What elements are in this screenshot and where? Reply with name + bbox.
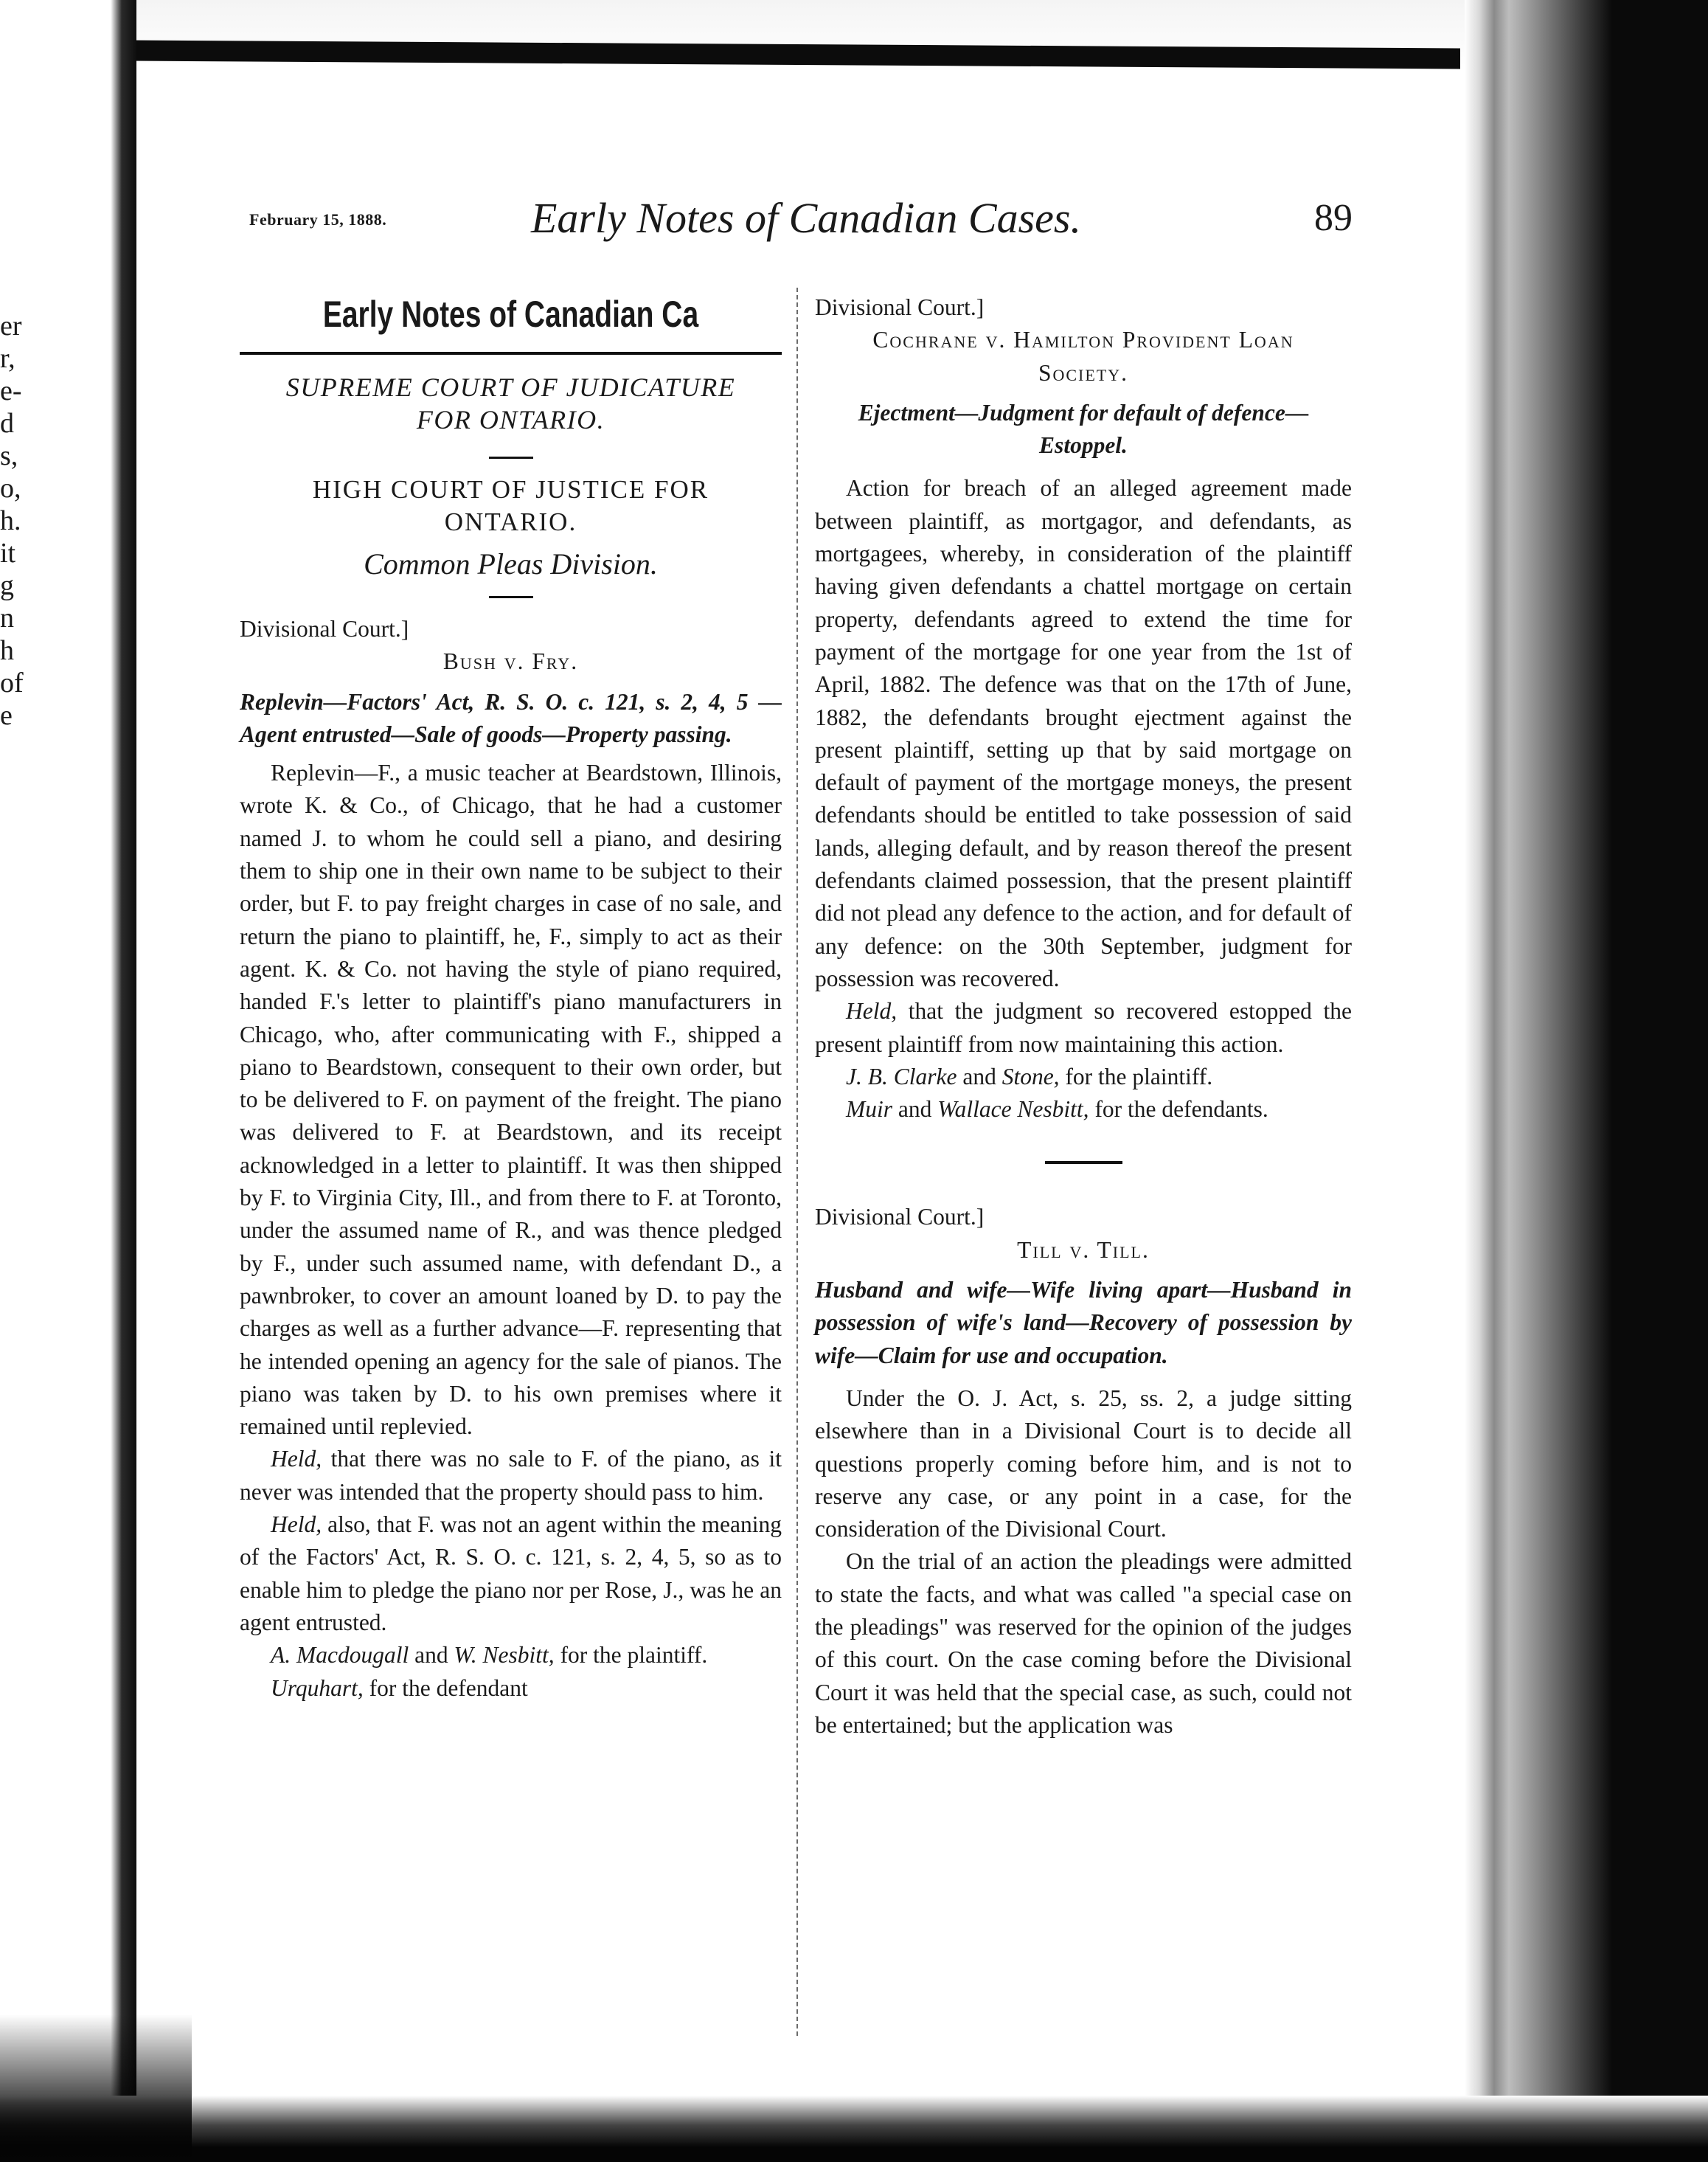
division-heading: Common Pleas Division. [364, 547, 658, 581]
case-court-label: Divisional Court.] [240, 616, 409, 642]
fragment: h. [0, 505, 21, 536]
section-title: Early Notes of Canadian Ca [322, 294, 699, 335]
counsel-name: W. Nesbitt, [454, 1642, 555, 1669]
holding-text: that there was no sale to F. of the piano, as it never was intended that the property should pass to him. [240, 1446, 782, 1505]
case-name-continued: Society. [1038, 359, 1129, 386]
counsel-role: for the plaintiff. [554, 1642, 708, 1669]
page-number: 89 [1314, 197, 1353, 239]
right-column [815, 291, 1352, 1742]
court-heading [240, 371, 782, 436]
counsel-role: for the defendant [363, 1674, 528, 1701]
fragment: er [0, 311, 22, 342]
court-heading-line: FOR ONTARIO. [416, 405, 605, 434]
case-court-label: Divisional Court.] [815, 1204, 985, 1230]
fragment: it [0, 538, 16, 569]
divider-rule [489, 596, 533, 598]
holding-text: that the judgment so recovered estopped the present plaintiff from now maintaining this action. [815, 998, 1352, 1057]
fragment: g [0, 570, 14, 601]
case-headnote: Husband and wife—Wife living apart—Husband in possession of wife's land—Recovery of possession by wife—Claim for use and occupation. [815, 1277, 1352, 1368]
fragment: h [0, 635, 14, 666]
case-name: Till v. Till. [1017, 1236, 1150, 1263]
court-subheading-line: ONTARIO. [444, 507, 577, 536]
case-body: On the trial of an action the pleadings were admitted to state the facts, and what was called "a special case on the pleadings" was reserved for the opinion of the judges of this court. On the case coming before the Divisional Court it was held that the special case, as such, could not be entertained; but the application was [815, 1548, 1352, 1738]
fragment: o, [0, 473, 21, 504]
holding-lead: Held, [271, 1446, 322, 1472]
counsel-name: J. B. Clarke [846, 1063, 957, 1089]
counsel-role: for the plaintiff. [1059, 1063, 1213, 1089]
court-subheading [240, 474, 782, 538]
fragment: s, [0, 440, 18, 471]
fragment: e [0, 700, 13, 731]
holding-text: also, that F. was not an agent within the meaning of the Factors' Act, R. S. O. c. 121, s. 2, 4, 5, so as to enable him to pledge the piano nor per Rose, J., was he an agent entrusted. [240, 1511, 782, 1635]
counsel-name: Stone, [1001, 1063, 1060, 1089]
counsel-plaintiff [815, 1061, 1352, 1093]
case-headnote: Ejectment—Judgment for default of defence—Estoppel. [858, 399, 1309, 459]
court-subheading-line: HIGH COURT OF JUSTICE FOR [312, 475, 709, 504]
facing-page-fragments [0, 310, 29, 732]
fragment: d [0, 408, 14, 439]
counsel-joiner: and [892, 1096, 938, 1123]
divider-rule [489, 457, 533, 459]
column-divider [796, 288, 798, 2036]
scan-bottom-left-shadow [0, 2014, 192, 2162]
holding-lead: Held, [846, 998, 898, 1025]
fragment: n [0, 603, 14, 634]
case-holding [815, 995, 1352, 1061]
counsel-defendant [240, 1672, 782, 1705]
counsel-joiner: and [409, 1642, 454, 1669]
counsel-joiner: and [957, 1063, 1002, 1089]
scan-right-edge [1465, 0, 1708, 2162]
fragment: r, [0, 343, 15, 374]
fragment: of [0, 668, 24, 699]
holding-lead: Held, [271, 1511, 322, 1538]
counsel-name: Muir [846, 1096, 892, 1123]
scan-bottom-edge [0, 2096, 1708, 2162]
counsel-defendant [815, 1093, 1352, 1126]
counsel-role: for the defendants. [1089, 1096, 1268, 1123]
case-name: Cochrane v. Hamilton Provident Loan [872, 327, 1294, 353]
running-header-title: Early Notes of Canadian Cases. [531, 194, 1081, 242]
left-column [240, 291, 782, 1705]
section-rule [240, 352, 782, 355]
case-body: Replevin—F., a music teacher at Beardstown, Illinois, wrote K. & Co., of Chicago, that he had a customer named J. to whom he could sell a piano, and desiring them to ship one in their own name to be subject to their order, but F. to pay freight charges in case of no sale, and return the piano to plaintiff, he, F., simply to act as their agent. K. & Co. not having the style of piano required, handed F.'s letter to plaintiff's piano manufacturers in Chicago, who, after communicating with F., shipped a piano to Beardstown, consequent to their own order, but to be delivered to F. on payment of the freight. The piano was delivered to F. at Beardstown, and its receipt acknowledged in a letter to plaintiff. It was then shipped by F. to Virginia City, Ill., and from there to F. at Toronto, under the assumed name of R., and was thence pledged by F., under such assumed name, with defendant D., a pawnbroker, to cover an amount loaned by D. to pay the charges as well as a further advance—F. representing that he intended opening an agency for the sale of pianos. The piano was taken by D. to his own premises where it remained until replevied. [240, 760, 782, 1440]
case-headnote: Replevin—Factors' Act, R. S. O. c. 121, s. 2, 4, 5 —Agent entrusted—Sale of goods—Property passing. [240, 688, 782, 747]
fragment: e- [0, 375, 22, 406]
case-holding [240, 1508, 782, 1639]
case-body: Under the O. J. Act, s. 25, ss. 2, a judge sitting elsewhere than in a Divisional Court is to decide all questions properly coming before him, and is not to reserve any case, or any point in a case, for the consideration of the Divisional Court. [815, 1385, 1352, 1542]
counsel-plaintiff [240, 1639, 782, 1671]
case-court-label: Divisional Court.] [815, 294, 985, 320]
case-name: Bush v. Fry. [442, 648, 579, 675]
case-separator-rule [1045, 1161, 1122, 1164]
counsel-name: A. Macdougall [271, 1642, 409, 1669]
court-heading-line: SUPREME COURT OF JUDICATURE [285, 373, 736, 402]
running-header-date: February 15, 1888. [249, 210, 387, 229]
counsel-name: Wallace Nesbitt, [937, 1096, 1089, 1123]
case-body: Action for breach of an alleged agreement made between plaintiff, as mortgagor, and defendants, as mortgagees, whereby, in consideration of the plaintiff having given defendants a chattel mortgage on certain property, defendants agreed to extend the time for payment of the mortgage for one year from the 1st of April, 1882. The defence was that on the 17th of June, 1882, the defendants brought ejectment against the present plaintiff, setting up that by said mortgage on default of payment of the mortgage moneys, the present defendants should be entitled to take possession of said lands, alleging default, and by reason thereof the present defendants claimed possession, that the present plaintiff did not plead any defence to the action, and for default of any defence: on the 30th September, judgment for possession was recovered. [815, 475, 1352, 991]
counsel-name: Urquhart, [271, 1674, 364, 1701]
case-holding [240, 1443, 782, 1508]
